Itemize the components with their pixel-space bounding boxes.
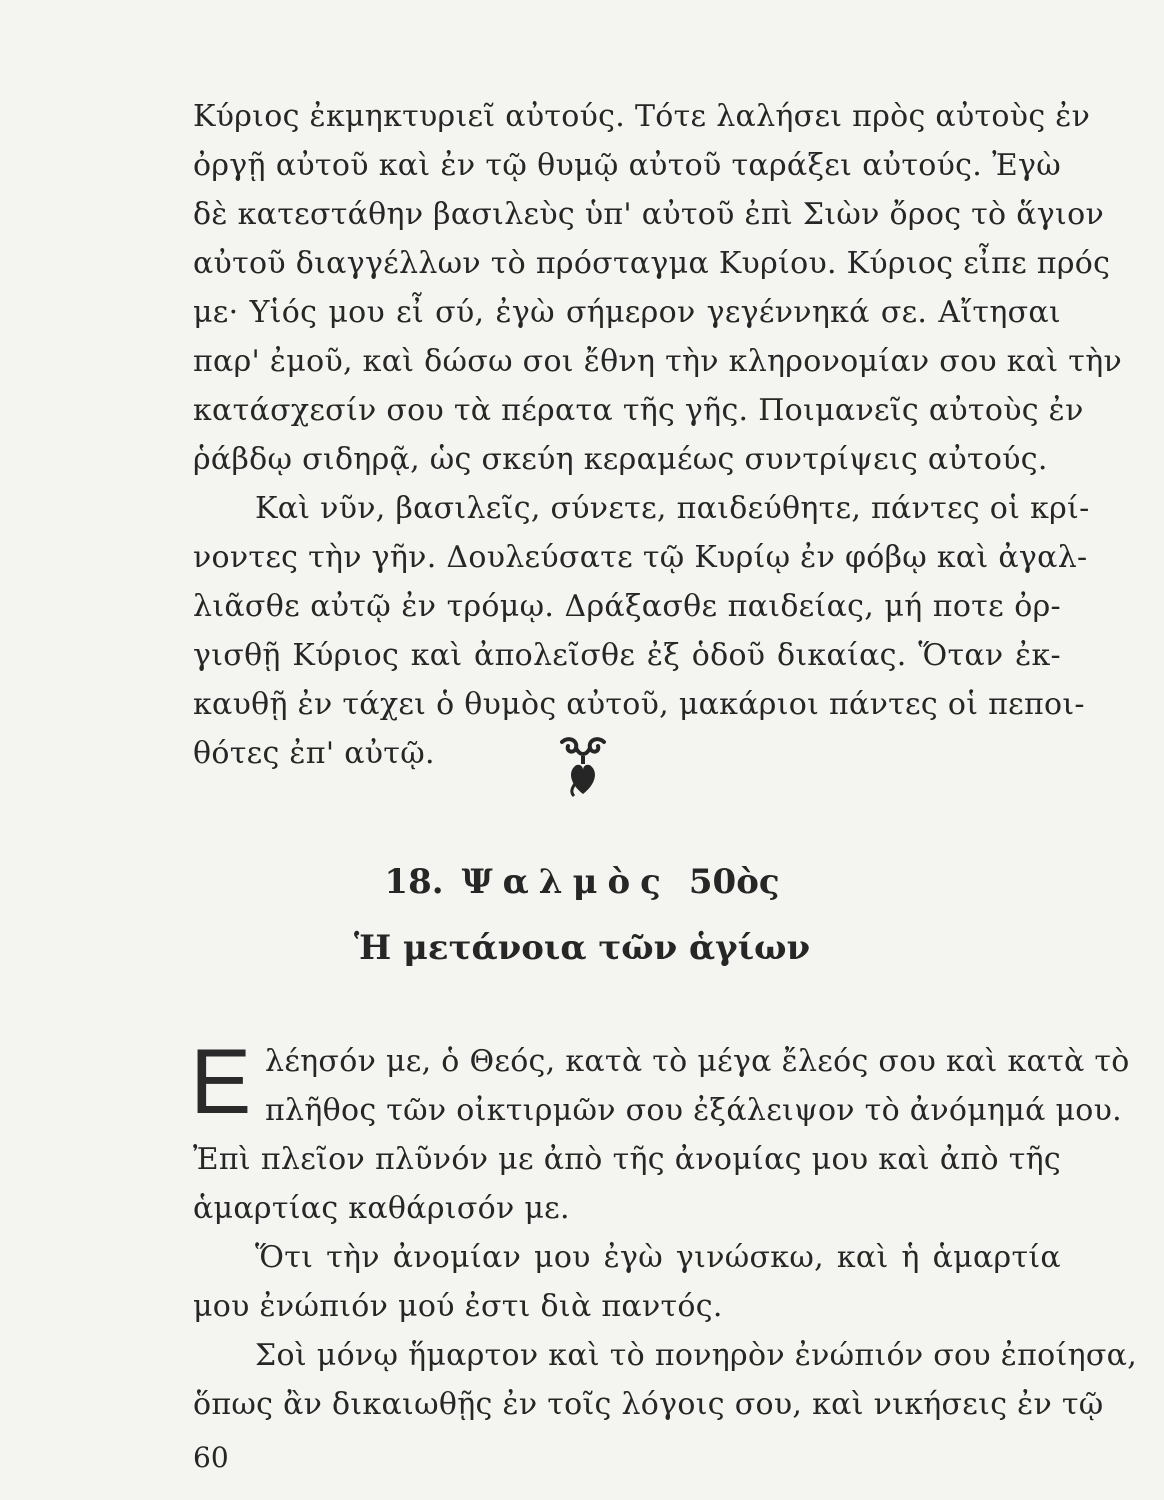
psalm-line: πλῆθος τῶν οἰκτιρμῶν σου ἐξάλειψον τὸ ἀνόμημά μου. <box>265 1093 1123 1128</box>
psalm-line: μου ἐνώπιόν μού ἐστι διὰ παντός. <box>193 1289 723 1324</box>
text-line: καυθῇ ἐν τάχει ὁ θυμὸς αὐτοῦ, μακάριοι πάντες οἱ πεποι- <box>193 687 1085 722</box>
fleuron-icon <box>548 732 618 802</box>
psalm-subtitle: Ἡ μετάνοια τῶν ἁγίων <box>353 928 811 968</box>
text-line: νοντες τὴν γῆν. Δουλεύσατε τῷ Κυρίῳ ἐν φόβῳ καὶ ἀγαλ- <box>193 540 1088 575</box>
text-line: αὐτοῦ διαγγέλλων τὸ πρόσταγμα Κυρίου. Κύριος εἶπε πρός <box>193 246 1111 281</box>
page-number: 60 <box>193 1441 229 1474</box>
psalm-line: ὅπως ἂν δικαιωθῇς ἐν τοῖς λόγοις σου, καὶ νικήσεις ἐν τῷ <box>193 1387 1104 1422</box>
text-line: Κύριος ἐκμηκτυριεῖ αὐτούς. Τότε λαλήσει πρὸς αὐτοὺς ἐν <box>193 99 1091 134</box>
psalm-label: Ψαλμὸς <box>461 862 671 902</box>
text-line: δὲ κατεστάθην βασιλεὺς ὑπ' αὐτοῦ ἐπὶ Σιὼν ὄρος τὸ ἅγιον <box>193 197 1104 232</box>
text-line: ὀργῇ αὐτοῦ καὶ ἐν τῷ θυμῷ αὐτοῦ ταράξει αὐτούς. Ἐγὼ <box>193 148 1061 183</box>
psalm-heading <box>0 860 1164 904</box>
psalm-number: 18. <box>384 862 444 902</box>
text-line: ῥάβδῳ σιδηρᾷ, ὡς σκεύη κεραμέως συντρίψεις αὐτούς. <box>193 442 1048 477</box>
psalm-line: λέησόν με, ὁ Θεός, κατὰ τὸ μέγα ἔλεός σου καὶ κατὰ τὸ <box>265 1044 1130 1079</box>
text-line: λιᾶσθε αὐτῷ ἐν τρόμῳ. Δράξασθε παιδείας, μή ποτε ὀρ- <box>193 589 1061 624</box>
psalm-line: Σοὶ μόνῳ ἥμαρτον καὶ τὸ πονηρὸν ἐνώπιόν σου ἐποίησα, <box>255 1338 1138 1373</box>
drop-cap: Ε <box>190 1031 252 1133</box>
text-line: Καὶ νῦν, βασιλεῖς, σύνετε, παιδεύθητε, πάντες οἱ κρί- <box>255 491 1090 526</box>
text-line: με· Υἱός μου εἶ σύ, ἐγὼ σήμερον γεγέννηκά σε. Αἴτησαι <box>193 295 1061 330</box>
psalm-line: Ὅτι τὴν ἀνομίαν μου ἐγὼ γινώσκω, καὶ ἡ ἁμαρτία <box>255 1240 1061 1275</box>
text-line: κατάσχεσίν σου τὰ πέρατα τῆς γῆς. Ποιμανεῖς αὐτοὺς ἐν <box>193 393 1084 428</box>
psalm-line: ἁμαρτίας καθάρισόν με. <box>193 1191 570 1226</box>
text-line: θότες ἐπ' αὐτῷ. <box>193 736 435 771</box>
psalm-reference: 50ὸς <box>688 862 780 902</box>
psalm-line: Ἐπὶ πλεῖον πλῦνόν με ἀπὸ τῆς ἀνομίας μου καὶ ἀπὸ τῆς <box>193 1142 1061 1177</box>
text-line: γισθῇ Κύριος καὶ ἀπολεῖσθε ἐξ ὁδοῦ δικαίας. Ὅταν ἐκ- <box>193 638 1061 673</box>
text-line: παρ' ἐμοῦ, καὶ δώσω σοι ἔθνη τὴν κληρονομίαν σου καὶ τὴν <box>193 344 1123 379</box>
